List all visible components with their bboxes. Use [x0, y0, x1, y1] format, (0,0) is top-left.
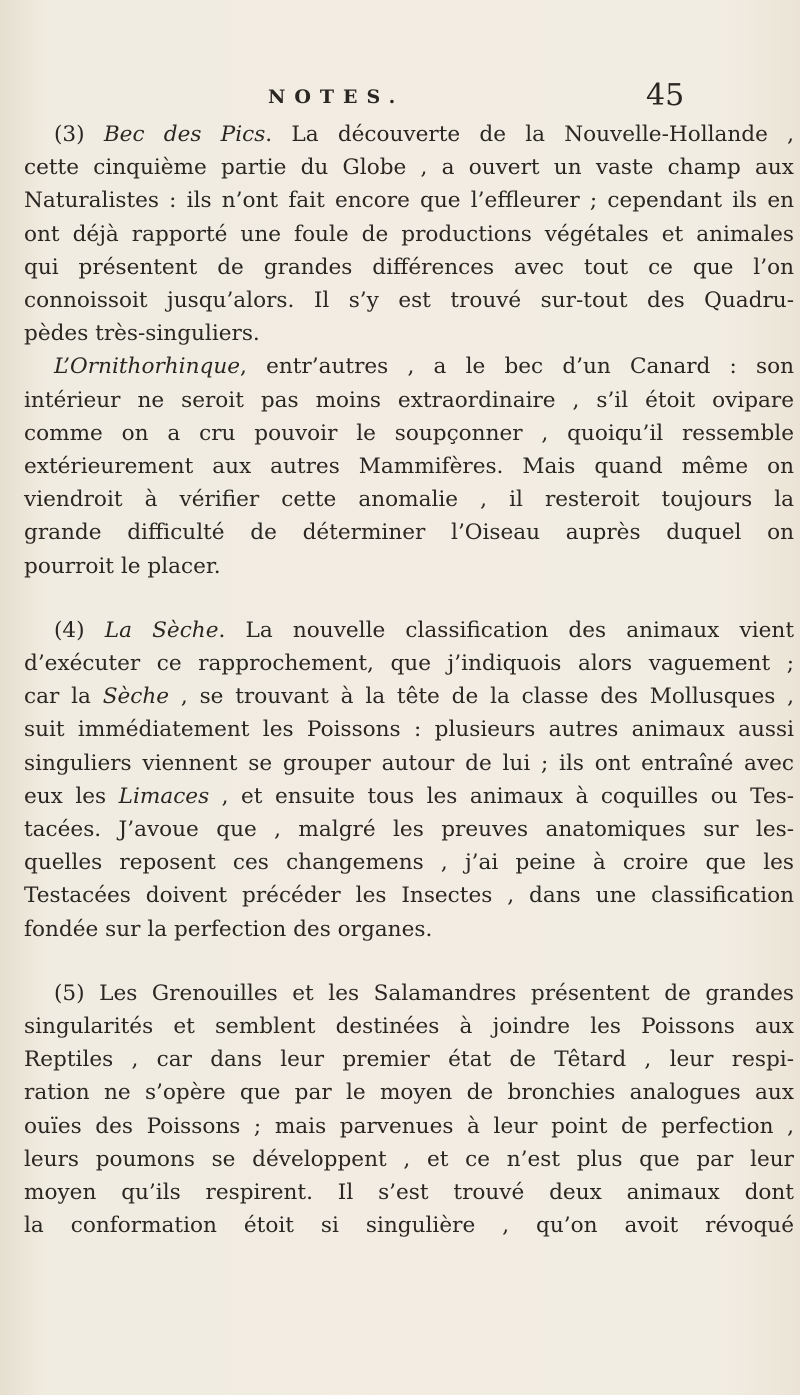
note-5	[24, 977, 794, 1243]
text-line: leurs poumons se développent , et ce n’est plus que par leur	[24, 1146, 794, 1172]
text-line: cette cinquième partie du Globe , a ouvert un vaste champ aux	[24, 155, 794, 181]
text-line: eux les Limaces , et ensuite tous les animaux à coquilles ou Tes-	[24, 783, 794, 809]
text-line: extérieurement aux autres Mammifères. Mais quand même on	[24, 454, 794, 480]
text-line: d’exécuter ce rapprochement, que j’indiquois alors vaguement ;	[24, 651, 794, 677]
text-line: singuliers viennent se grouper autour de lui ; ils ont entraîné avec	[24, 750, 794, 776]
text-line: ont déjà rapporté une foule de productions végétales et animales	[24, 221, 794, 247]
note-3-continued	[24, 350, 794, 582]
text-line: pourroit le placer.	[24, 553, 221, 579]
text-line: quelles reposent ces changemens , j’ai peine à croire que les	[24, 850, 794, 876]
text-line: (4) La Sèche. La nouvelle classification des animaux vient	[54, 617, 794, 643]
text-line: grande difficulté de déterminer l’Oiseau auprès duquel on	[24, 520, 794, 546]
text-line: Reptiles , car dans leur premier état de Têtard , leur respi-	[24, 1047, 794, 1073]
text-line: tacées. J’avoue que , malgré les preuves anatomiques sur les-	[24, 817, 794, 843]
header-title: NOTES.	[268, 86, 405, 108]
text-line: Testacées doivent précéder les Insectes , dans une classification	[24, 883, 794, 909]
text-line: qui présentent de grandes différences avec tout ce que l’on	[24, 254, 794, 280]
text-line: ration ne s’opère que par le moyen de bronchies analogues aux	[24, 1080, 794, 1106]
text-line: moyen qu’ils respirent. Il s’est trouvé deux animaux dont	[24, 1180, 794, 1206]
text-line: connoissoit jusqu’alors. Il s’y est trouvé sur-tout des Quadru-	[24, 288, 794, 314]
text-line: pèdes très-singuliers.	[24, 321, 260, 347]
text-line: comme on a cru pouvoir le soupçonner , quoiqu’il ressemble	[24, 420, 794, 446]
running-header	[0, 78, 800, 118]
note-3	[24, 118, 794, 350]
text-line: (5) Les Grenouilles et les Salamandres présentent de grandes	[54, 980, 794, 1006]
text-line: L’Ornithorhinque, entr’autres , a le bec d’un Canard : son	[54, 354, 794, 380]
text-line: (3) Bec des Pics. La découverte de la Nouvelle-Hollande ,	[54, 122, 794, 147]
page-number: 45	[646, 78, 685, 113]
text-line: la conformation étoit si singulière , qu’on avoit révoqué	[24, 1213, 794, 1239]
text-line: fondée sur la perfection des organes.	[24, 916, 433, 942]
text-line: ouïes des Poissons ; mais parvenues à leur point de perfection ,	[24, 1113, 794, 1139]
text-line: singularités et semblent destinées à joindre les Poissons aux	[24, 1014, 794, 1040]
text-line: intérieur ne seroit pas moins extraordinaire , s’il étoit ovipare	[24, 387, 794, 413]
note-4	[24, 614, 794, 946]
text-line: car la Sèche , se trouvant à la tête de la classe des Mollusques ,	[24, 684, 794, 710]
text-line: Naturalistes : ils n’ont fait encore que l’effleurer ; cependant ils en	[24, 188, 794, 214]
body-text	[24, 118, 794, 1243]
text-line: suit immédiatement les Poissons : plusieurs autres animaux aussi	[24, 717, 794, 743]
text-line: viendroit à vérifier cette anomalie , il resteroit toujours la	[24, 487, 794, 513]
